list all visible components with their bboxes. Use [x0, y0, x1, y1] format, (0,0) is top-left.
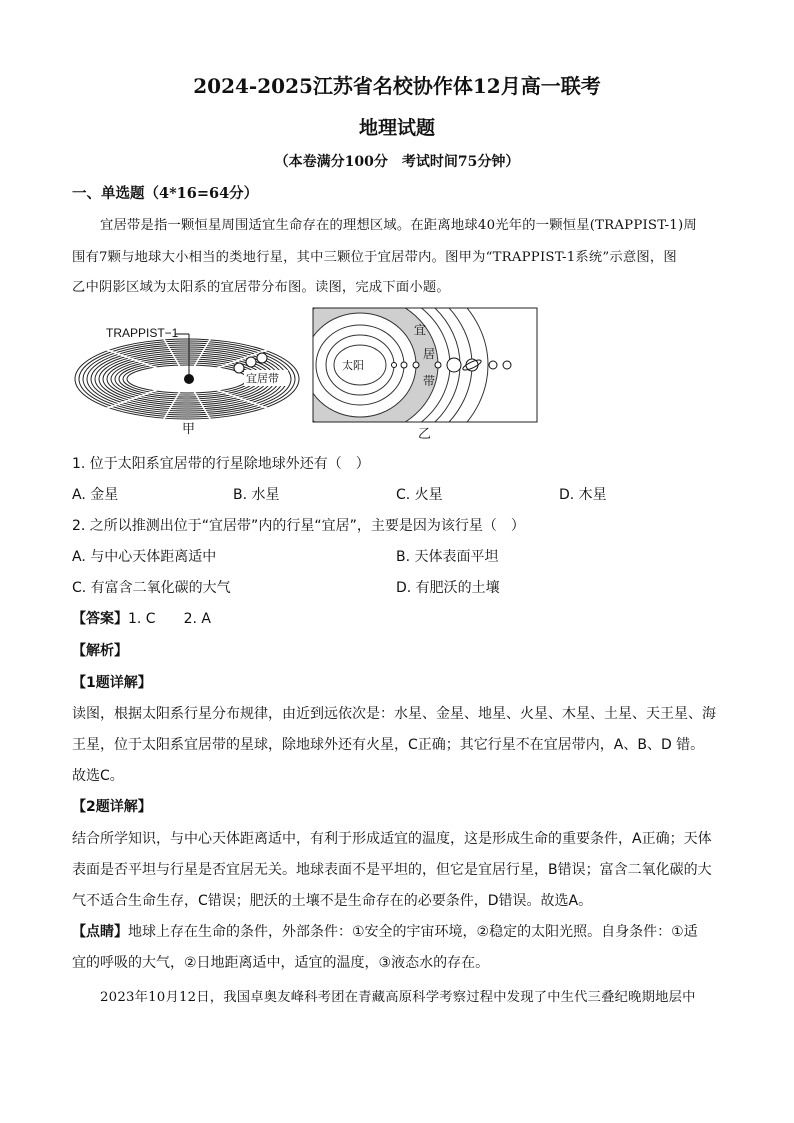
q2-option-d: D. 有肥沃的土壤 [396, 580, 500, 596]
answer-line [72, 608, 211, 628]
zone-char-2: 居 [423, 347, 436, 361]
detail-2-line-3: 气不适合生命生存，C错误；肥沃的土壤不是生命存在的必要条件，D错误。故选A。 [72, 893, 593, 909]
answer-label: 【答案】 [72, 611, 128, 627]
sun-label: 太阳 [342, 359, 364, 372]
passage1-line-1: 宜居带是指一颗恒星周围适宜生命存在的理想区域。在距离地球40光年的一颗恒星(TRAPPIST-1)周 [100, 218, 697, 233]
figure-trappist-system [72, 316, 302, 438]
detail-2-label: 【2题详解】 [72, 799, 152, 815]
q1-option-c: C. 火星 [396, 487, 443, 503]
exam-title: 2024-2025江苏省名校协作体12月高一联考 [193, 74, 601, 98]
uranus [489, 361, 497, 369]
passage1-line-2: 围有7颗与地球大小相当的类地行星，其中三颗位于宜居带内。图甲为“TRAPPIST-1系统”示意图，图 [72, 250, 677, 265]
q1-option-d: D. 木星 [559, 487, 607, 503]
detail-2-line-1: 结合所学知识，与中心天体距离适中，有利于形成适宜的温度，这是形成生命的重要条件，A正确；天体 [72, 831, 712, 847]
question-2-stem: 2. 之所以推测出位于“宜居带”内的行星“宜居”，主要是因为该行星（ ） [72, 518, 525, 534]
tip-line-1 [72, 921, 698, 941]
earth [413, 362, 419, 368]
section-heading: 一、单选题（4*16=64分） [72, 185, 259, 202]
planet-1 [234, 363, 244, 373]
detail-1-label: 【1题详解】 [72, 675, 152, 691]
zone-char-1: 宜 [414, 323, 427, 337]
q1-option-b: B. 水星 [233, 487, 280, 503]
jupiter [447, 358, 461, 372]
tip-text-1: 地球上存在生命的条件，外部条件：①安全的宇宙环境，②稳定的太阳光照。自身条件：①适 [128, 924, 698, 940]
passage1-line-3: 乙中阴影区域为太阳系的宜居带分布图。读图，完成下面小题。 [72, 280, 450, 295]
mercury [392, 363, 397, 368]
neptune [503, 361, 511, 369]
passage2-line-1: 2023年10月12日，我国卓奥友峰科考团在青藏高原科学考察过程中发现了中生代三叠纪晚期地层中 [100, 990, 696, 1005]
detail-2-line-2: 表面是否平坦与行星是否宜居无关。地球表面不是平坦的，但它是宜居行星，B错误；富含二氧化碳的大 [72, 862, 712, 878]
question-1-stem: 1. 位于太阳系宜居带的行星除地球外还有（ ） [72, 456, 370, 472]
subject-title: 地理试题 [358, 117, 435, 139]
figure-solar-habitable-zone [310, 306, 540, 444]
mars [435, 362, 441, 368]
trappist-star [184, 374, 194, 384]
tip-label: 【点睛】 [72, 924, 128, 940]
q2-option-a: A. 与中心天体距离适中 [72, 549, 217, 565]
q2-option-b: B. 天体表面平坦 [396, 549, 499, 565]
q2-option-c: C. 有富含二氧化碳的大气 [72, 580, 231, 596]
habitable-zone-label: 宜居带 [246, 372, 279, 385]
zone-char-3: 带 [423, 374, 436, 388]
planet-3 [257, 353, 267, 363]
answer-text: 1. C 2. A [128, 611, 211, 627]
planet-2 [246, 357, 256, 367]
detail-1-line-2: 王星，位于太阳系宜居带的星球，除地球外还有火星，C正确；其它行星不在宜居带内，A、B、D 错。 [72, 737, 705, 753]
detail-1-line-1: 读图，根据太阳系行星分布规律，由近到远依次是：水星、金星、地星、火星、木星、土星、天王星、海 [72, 706, 716, 722]
analysis-label: 【解析】 [72, 643, 128, 659]
detail-1-line-3: 故选C。 [72, 768, 124, 784]
figure-caption-yi: 乙 [418, 427, 432, 442]
exam-note: （本卷满分100分 考试时间75分钟） [274, 154, 520, 170]
q1-option-a: A. 金星 [72, 487, 119, 503]
figure-caption-jia: 甲 [182, 422, 196, 437]
star-label: TRAPPIST−1 [106, 326, 179, 340]
venus [401, 362, 407, 368]
tip-line-2: 宜的呼吸的大气，②日地距离适中，适宜的温度，③液态水的存在。 [72, 955, 490, 971]
